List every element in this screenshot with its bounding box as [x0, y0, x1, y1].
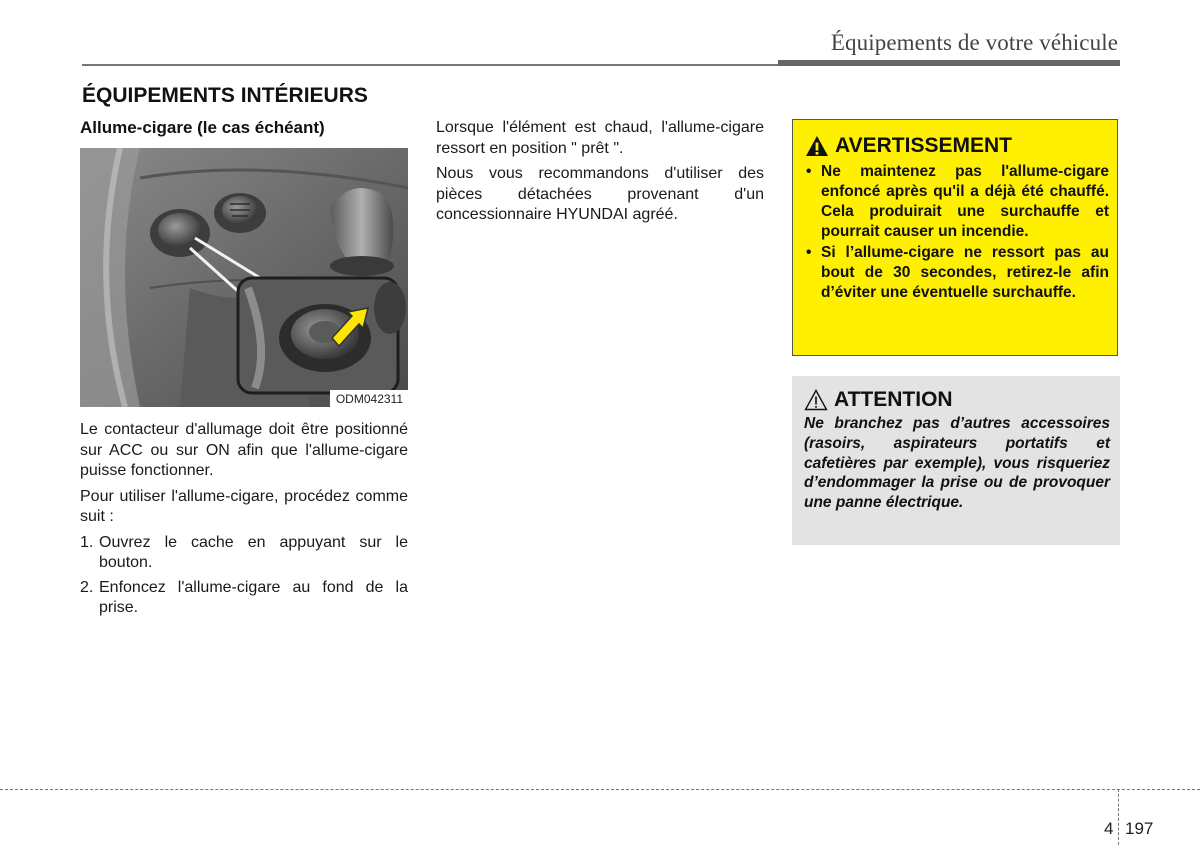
attention-text: Ne branchez pas d’autres accessoires (rasoirs, aspirateurs portatifs et cafetières par exemple), vous risqueriez d’endommager la prise ou de provoquer une panne électrique.	[804, 415, 1110, 512]
list-item	[80, 578, 408, 619]
warning-triangle-icon	[805, 135, 829, 157]
attention-box	[792, 376, 1120, 545]
bullet: •	[806, 163, 812, 180]
step-text: Enfoncez l'allume-cigare au fond de la prise.	[99, 578, 408, 616]
warning-list	[805, 162, 1109, 304]
chapter-number: 4	[1104, 819, 1114, 838]
subsection-title: Allume-cigare (le cas échéant)	[80, 118, 325, 137]
paragraph: Le contacteur d'allumage doit être positionné sur ACC ou sur ON afin que l'allume-cigare puisse fonctionner.	[80, 421, 408, 479]
warning-heading-text: AVERTISSEMENT	[835, 134, 1012, 157]
cigarette-lighter-illustration	[80, 148, 408, 407]
page-number: 197	[1125, 819, 1154, 838]
warning-item-text: Si l’allume-cigare ne ressort pas au bout de 30 secondes, retirez-le afin d’éviter une éventuelle surchauffe.	[821, 244, 1109, 301]
attention-heading	[804, 388, 953, 412]
section-title: ÉQUIPEMENTS INTÉRIEURS	[82, 84, 368, 107]
footer-rule	[0, 789, 1200, 790]
warning-box	[792, 119, 1118, 356]
step-text: Ouvrez le cache en appuyant sur le bouton.	[99, 533, 408, 571]
caution-triangle-icon	[804, 389, 828, 411]
step-number: 1.	[80, 533, 94, 551]
paragraph: Pour utiliser l'allume-cigare, procédez comme suit :	[80, 487, 408, 525]
attention-heading-text: ATTENTION	[834, 388, 953, 411]
lighter-figure	[80, 148, 408, 407]
bullet: •	[806, 244, 812, 261]
steps-list	[80, 533, 408, 619]
running-header: Équipements de votre véhicule	[830, 30, 1118, 55]
footer-divider	[1118, 789, 1119, 845]
warning-heading	[805, 134, 1012, 158]
header-rule-accent	[778, 60, 1120, 66]
list-item	[805, 243, 1109, 303]
step-number: 2.	[80, 578, 94, 596]
warning-item-text: Ne maintenez pas l'allume-cigare enfoncé après qu'il a déjà été chauffé. Cela produirait une surchauffe et pourrait causer un incendie.	[821, 163, 1109, 240]
figure-label: ODM042311	[330, 390, 408, 407]
column-2-text	[436, 118, 764, 231]
paragraph: Nous vous recommandons d'utiliser des pièces détachées provenant d'un concessionnaire HYUNDAI agréé.	[436, 165, 764, 223]
list-item	[805, 162, 1109, 242]
column-1-text	[80, 420, 408, 623]
paragraph: Lorsque l'élément est chaud, l'allume-cigare ressort en position " prêt ".	[436, 119, 764, 157]
list-item	[80, 533, 408, 574]
